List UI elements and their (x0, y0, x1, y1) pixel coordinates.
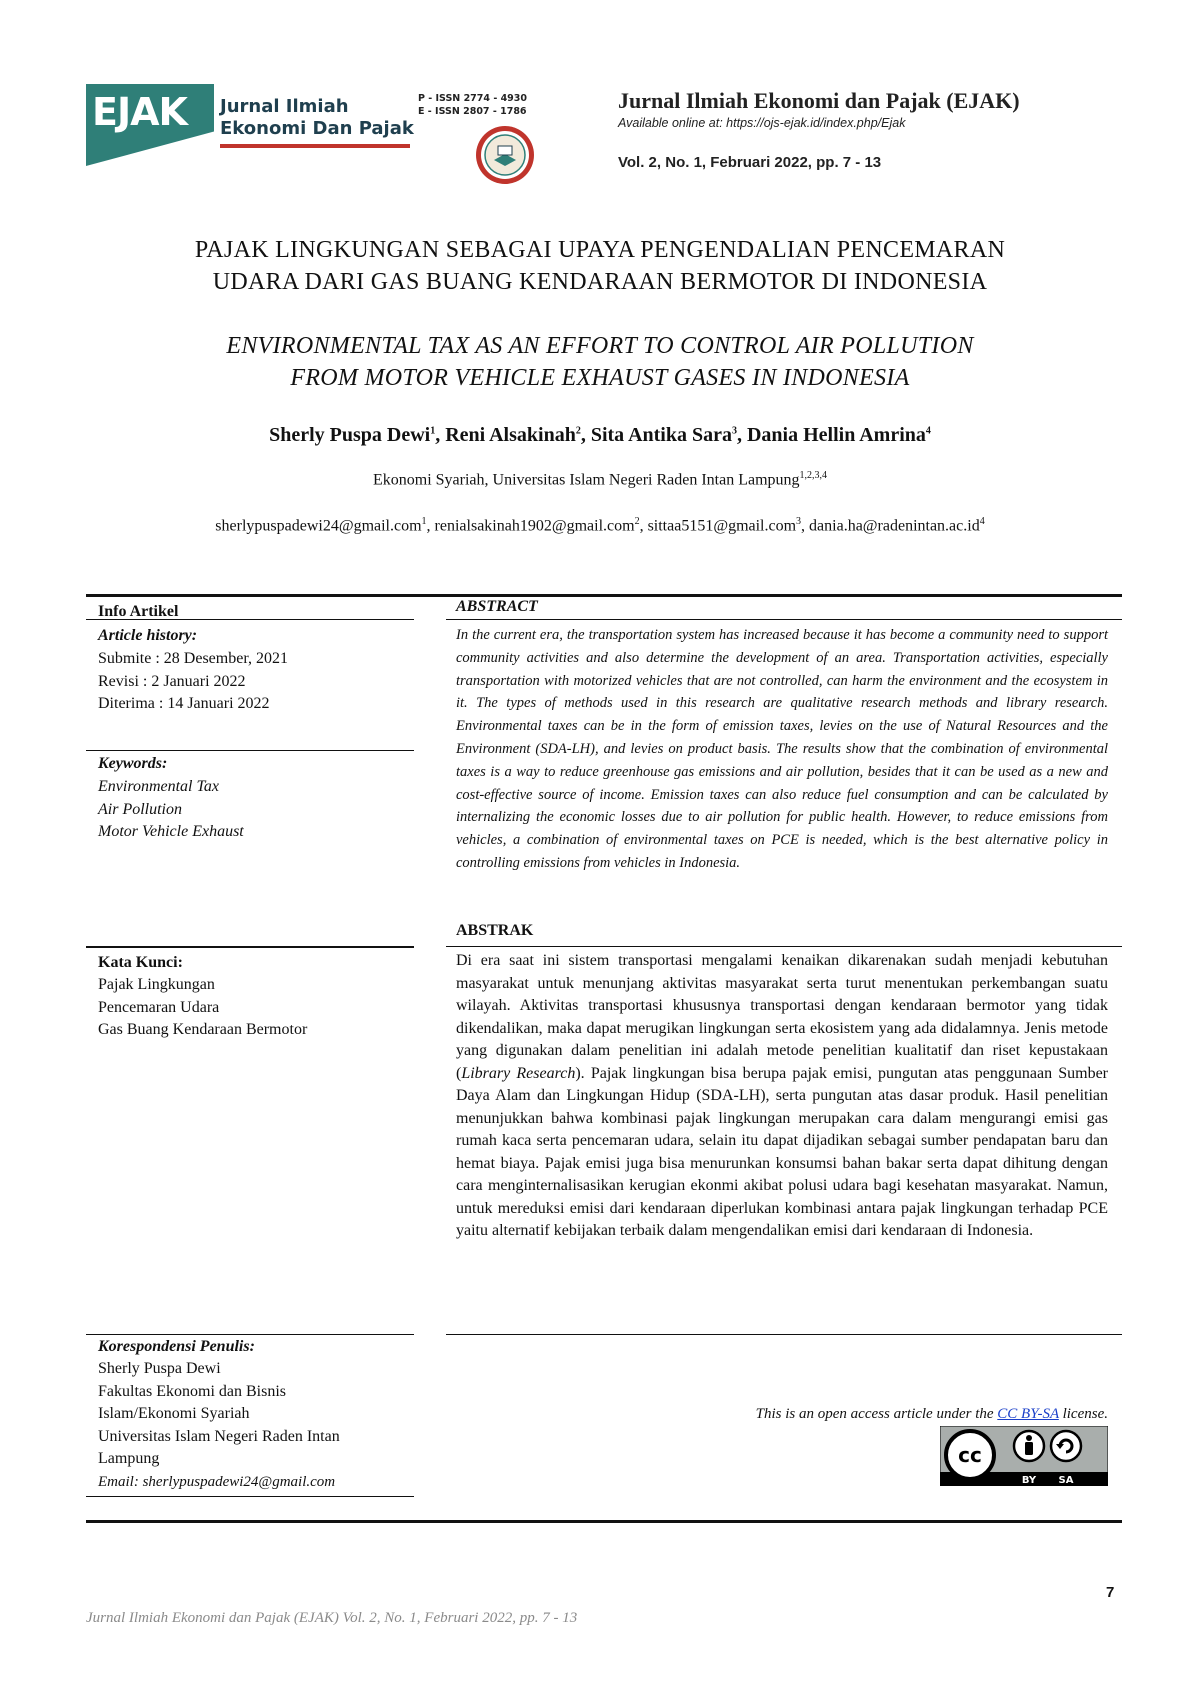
author-name: Sita Antika Sara (590, 424, 732, 446)
author-name: Reni Alsakinah (445, 424, 576, 446)
by-label: BY (1021, 1475, 1037, 1486)
abstrak-indonesian (456, 950, 1108, 1243)
author-email[interactable]: sherlypuspadewi24@gmail.com (215, 517, 422, 535)
correspondence-line: Fakultas Ekonomi dan Bisnis (98, 1382, 286, 1400)
bottom-rule (86, 1520, 1122, 1523)
keywords-block (98, 752, 398, 844)
abstract-heading-rule (446, 619, 1122, 620)
correspondence-email[interactable]: Email: sherlypuspadewi24@gmail.com (98, 1473, 336, 1490)
affiliation-text: Ekonomi Syariah, Universitas Islam Negeri Raden Intan Lampung (372, 471, 800, 489)
p-issn: P - ISSN 2774 - 4930 (418, 93, 528, 104)
license-notice (700, 1406, 1108, 1423)
cc-by-sa-badge-icon[interactable] (940, 1426, 1108, 1486)
title-en-line1: ENVIRONMENTAL TAX AS AN EFFORT TO CONTROL AIR POLLUTION (226, 333, 974, 359)
kata-kunci-item: Gas Buang Kendaraan Bermotor (98, 1021, 308, 1038)
abstract-english: In the current era, the transportation system has increased because it has become a community need to support community activities and also determine the development of an area. Transportation activities, especially transportation with motorized vehicles that are not controlled, can harm the environment and the ecosystem in it. The types of methods used in this research are qualitative research methods and library research. Environmental taxes can be in the form of emission taxes, levies on the use of Natural Resources and the Environment (SDA-LH), and levies on product basis. The results show that the combination of environmental taxes is a way to reduce greenhouse gas emissions and air pollution, besides that it can be used as a new and cost-effective source of income. Emission taxes can also reduce fuel consumption and can be calculated by internalizing the economic losses due to air pollution for public health. However, to reduce emissions from vehicles, a combination of environmental taxes on PCE is needed, which is the best alternative policy in controlling emissions from vehicles in Indonesia. (456, 627, 1108, 871)
abstract-heading: ABSTRACT (456, 598, 538, 615)
correspondence-line: Lampung (98, 1450, 160, 1467)
email-list: sherlypuspadewi24@gmail.com$^1$, renialsakinah1902@gmail.com$^2$, sittaa5151@gmail.com$^3$, $dania.ha@radenintan.ac.id^4$ (215, 516, 985, 535)
logo-name-line2: Ekonomi Dan Pajak (220, 118, 414, 139)
license-suffix: license. (1058, 1406, 1108, 1422)
affiliation (60, 470, 1140, 489)
author-sup: 3 (731, 425, 737, 437)
author-sup: 4 (925, 425, 931, 437)
correspondence-line: Islam/Ekonomi Syariah (98, 1405, 250, 1422)
kata-kunci-item: Pajak Lingkungan (98, 976, 215, 993)
submitted-date: Submite : 28 Desember, 2021 (98, 650, 288, 667)
correspondence-bottom-rule (86, 1496, 414, 1497)
author-sup: 2 (575, 425, 581, 437)
title-english (60, 330, 1140, 394)
correspondence-line: Sherly Puspa Dewi (98, 1360, 221, 1377)
abstrak-heading: ABSTRAK (456, 922, 534, 939)
e-issn: E - ISSN 2807 - 1786 (418, 106, 527, 117)
journal-url[interactable]: Available online at: https://ojs-ejak.id/index.php/Ejak (618, 116, 906, 130)
cc-label: cc (958, 1443, 982, 1467)
keyword-item: Environmental Tax (98, 778, 220, 795)
author-email[interactable]: dania.ha@radenintan.ac.id (809, 517, 980, 535)
page-number: 7 (1106, 1584, 1115, 1601)
info-heading: Info Artikel (98, 603, 179, 620)
article-info (98, 600, 398, 716)
keywords-heading: Keywords: (98, 755, 168, 772)
title-indonesian (60, 234, 1140, 298)
author-list: Sherly Puspa Dewi$^1$, Reni Alsakinah$^2$, Sita Antika Sara$^3$, Dania Hellin Amrina$^4$ (269, 424, 931, 446)
author-sup: 1 (430, 425, 436, 437)
page-footer: Jurnal Ilmiah Ekonomi dan Pajak (EJAK) Vol. 2, No. 1, Februari 2022, pp. 7 - 13 (86, 1610, 578, 1626)
journal-volume: Vol. 2, No. 1, Februari 2022, pp. 7 - 13 (618, 154, 882, 171)
title-id-line1: PAJAK LINGKUNGAN SEBAGAI UPAYA PENGENDALIAN PENCEMARAN (194, 237, 1006, 263)
author-name: Dania Hellin Amrina (746, 424, 926, 446)
abstrak-text: Di era saat ini sistem transportasi mengalami kenaikan dikarenakan sudah menjadi kebutuhan masyarakat untuk menunjang aktivitas masyarakat serta turut menentukan perkembangan suatu wilayah. Aktivitas transportasi khususnya transportasi dengan kendaraan bermotor yang tidak dikendalikan, maka dapat merugikan lingkungan serta ekosistem yang ada didalamnya. Jenis metode yang digunakan dalam penelitian ini adalah metode penelitian kualitatif dan riset kepustakaan ( (456, 952, 1108, 1082)
kata-kunci-block (98, 952, 398, 1042)
affiliation-sup: 1,2,3,4 (799, 470, 828, 481)
sa-label: SA (1058, 1475, 1074, 1486)
license-link[interactable]: CC BY-SA (997, 1406, 1059, 1422)
logo-abbrev: EJAK (92, 90, 187, 134)
journal-logo (86, 84, 416, 166)
email-sup: 3 (796, 516, 802, 527)
accepted-date: Diterima : 14 Januari 2022 (98, 695, 270, 712)
logo-name (220, 96, 414, 140)
logo-name-line1: Jurnal Ilmiah (220, 96, 349, 117)
correspondence-heading: Korespondensi Penulis: (98, 1338, 255, 1355)
revised-date: Revisi : 2 Januari 2022 (98, 672, 246, 690)
kata-kunci-heading: Kata Kunci: (98, 954, 183, 971)
kata-kunci-rule (86, 946, 414, 948)
abstrak-rule (446, 946, 1122, 947)
keyword-item: Air Pollution (98, 800, 182, 818)
author-name: Sherly Puspa Dewi (269, 424, 431, 446)
email-sup: 1 (421, 516, 427, 527)
abstrak-italic: Library Research (461, 1064, 576, 1082)
journal-title: Jurnal Ilmiah Ekonomi dan Pajak (EJAK) (618, 88, 1020, 113)
title-en-line2: FROM MOTOR VEHICLE EXHAUST GASES IN INDONESIA (290, 365, 910, 391)
journal-seal-icon (474, 124, 536, 186)
correspondence-rule (86, 1334, 414, 1335)
author-email[interactable]: renialsakinah1902@gmail.com (434, 517, 635, 535)
title-id-line2: UDARA DARI GAS BUANG KENDARAAN BERMOTOR DI INDONESIA (212, 269, 988, 295)
kata-kunci-item: Pencemaran Udara (98, 998, 220, 1016)
author-email[interactable]: sittaa5151@gmail.com (647, 517, 797, 535)
keyword-item: Motor Vehicle Exhaust (98, 823, 244, 840)
top-rule (86, 594, 1122, 597)
email-sup: 2 (634, 516, 640, 527)
correspondence-line: Universitas Islam Negeri Raden Intan (98, 1427, 340, 1445)
issn-block (418, 92, 527, 118)
abstrak-bottom-rule (446, 1334, 1122, 1335)
email-sup: 4 (979, 516, 985, 527)
keywords-rule (86, 750, 414, 751)
logo-underline (220, 144, 410, 148)
abstrak-text: ). Pajak lingkungan bisa berupa pajak emisi, pungutan atas penggunaan Sumber Daya Alam dan Lingkungan Hidup (SDA-LH), serta pungutan atas dasar produk. Hasil penelitian menunjukkan bahwa kombinasi pajak lingkungan merupakan cara dalam mengurangi emisi gas rumah kaca serta pencemaran udara, selain itu dapat dijadikan sebagai sumber pendapatan baru dan hemat biaya. Pajak emisi juga bisa menurunkan konsumsi bahan bakar serta dapat dihitung dengan cara menginternalisasikan kerugian ekonmi akibat polusi udara bagi kesehatan masyarakat. Namun, untuk mereduksi emisi dari kendaraan diperlukan kombinasi antara pajak lingkungan terhadap PCE yaitu alternatif kebijakan terbaik dalam mengendalikan emisi dari kendaraan di Indonesia. (456, 1064, 1109, 1239)
history-heading: Article history: (98, 627, 198, 644)
license-prefix: This is an open access article under the (755, 1406, 998, 1422)
sa-share-icon (1051, 1431, 1081, 1461)
correspondence-block (98, 1336, 408, 1493)
